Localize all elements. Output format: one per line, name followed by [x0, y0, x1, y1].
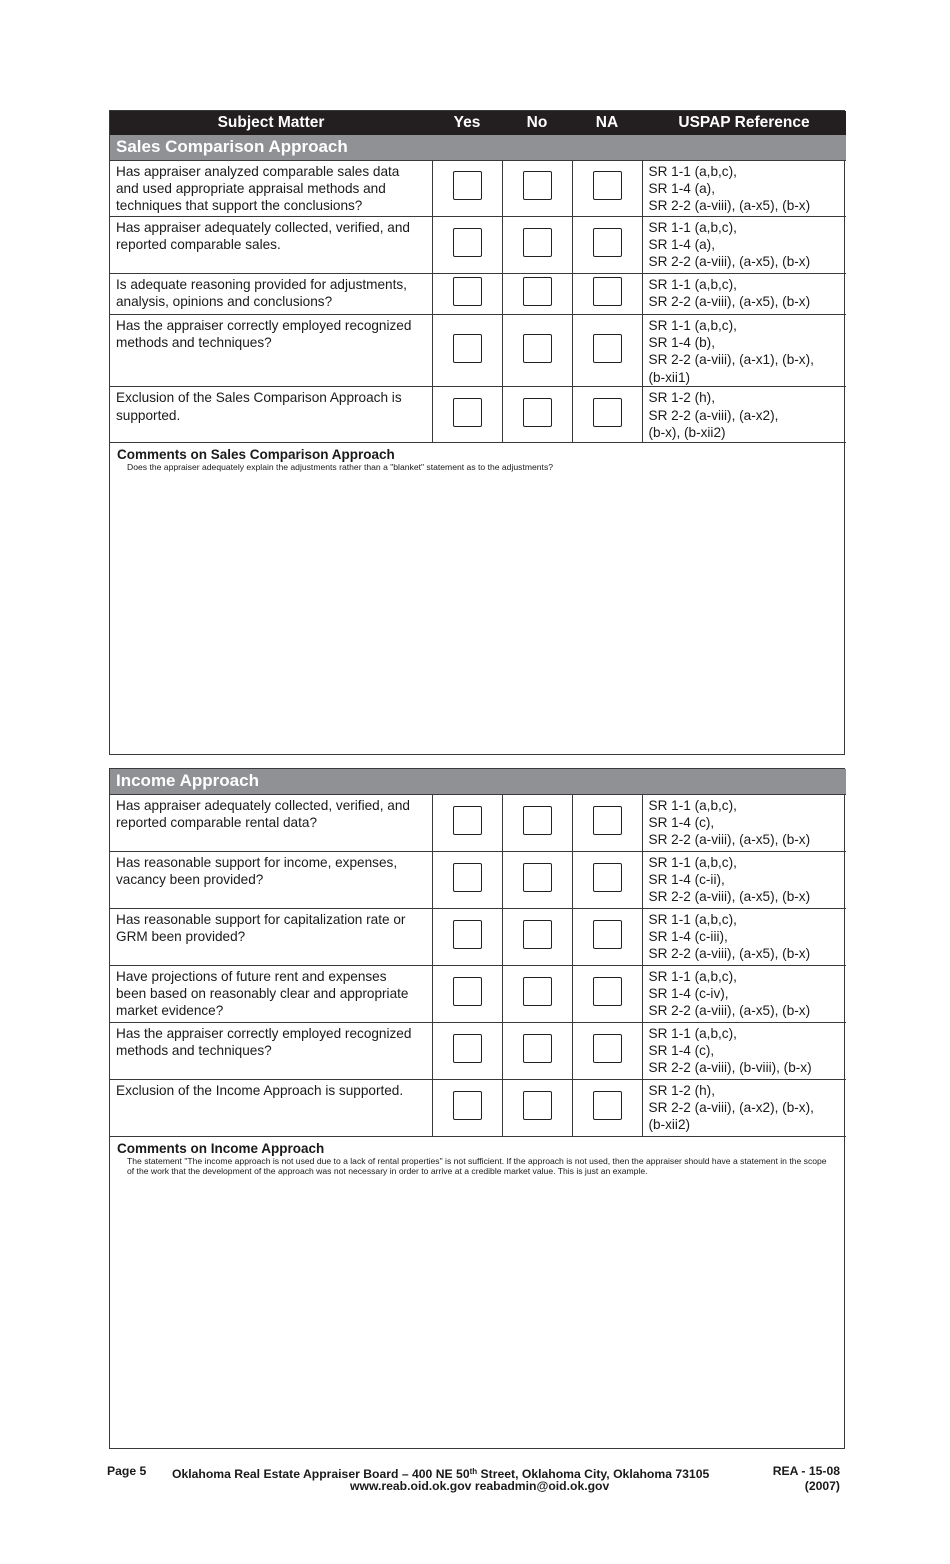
- question-text: Has appraiser adequately collected, verified, and reported comparable sales.: [110, 216, 432, 273]
- section-title-income-approach: Income Approach: [110, 769, 846, 794]
- no-checkbox[interactable]: [523, 171, 552, 200]
- no-checkbox[interactable]: [523, 277, 552, 306]
- header-subject-matter: Subject Matter: [110, 111, 432, 135]
- question-row: [110, 794, 846, 851]
- uspap-reference: SR 1-1 (a,b,c), SR 1-4 (a), SR 2-2 (a-viii), (a-x5), (b-x): [642, 160, 846, 216]
- question-row: [110, 965, 846, 1022]
- header-yes: Yes: [432, 111, 502, 135]
- question-text: Have projections of future rent and expenses been based on reasonably clear and appropriate market evidence?: [110, 965, 432, 1022]
- question-text: Exclusion of the Income Approach is supported.: [110, 1079, 432, 1136]
- yes-checkbox[interactable]: [453, 277, 482, 306]
- page-number: Page 5: [107, 1464, 147, 1478]
- header-uspap-reference: USPAP Reference: [642, 111, 846, 135]
- no-checkbox[interactable]: [523, 977, 552, 1006]
- comments-income-approach-field[interactable]: [117, 1177, 837, 1437]
- question-row: [110, 160, 846, 216]
- uspap-reference: SR 1-1 (a,b,c), SR 1-4 (c), SR 2-2 (a-viii), (b-viii), (b-x): [642, 1022, 846, 1079]
- yes-checkbox[interactable]: [453, 228, 482, 257]
- question-text: Has the appraiser correctly employed recognized methods and techniques?: [110, 1022, 432, 1079]
- no-checkbox[interactable]: [523, 920, 552, 949]
- uspap-reference: SR 1-1 (a,b,c), SR 1-4 (c-iv), SR 2-2 (a-viii), (a-x5), (b-x): [642, 965, 846, 1022]
- yes-checkbox[interactable]: [453, 977, 482, 1006]
- question-row: [110, 314, 846, 387]
- question-text: Has reasonable support for income, expenses, vacancy been provided?: [110, 851, 432, 908]
- sales-comparison-section: [109, 110, 845, 755]
- comments-sales-comparison-field[interactable]: [117, 473, 837, 753]
- section-title-sales-comparison: Sales Comparison Approach: [110, 135, 846, 160]
- question-text: Has appraiser analyzed comparable sales data and used appropriate appraisal methods and techniques that support the conclusions?: [110, 160, 432, 216]
- yes-checkbox[interactable]: [453, 171, 482, 200]
- na-checkbox[interactable]: [593, 171, 622, 200]
- uspap-reference: SR 1-1 (a,b,c), SR 2-2 (a-viii), (a-x5), (b-x): [642, 273, 846, 314]
- comments-sales-comparison: [110, 443, 844, 753]
- uspap-reference: SR 1-1 (a,b,c), SR 1-4 (b), SR 2-2 (a-viii), (a-x1), (b-x), (b-xii1): [642, 314, 846, 387]
- na-checkbox[interactable]: [593, 334, 622, 363]
- yes-checkbox[interactable]: [453, 398, 482, 427]
- header-no: No: [502, 111, 572, 135]
- na-checkbox[interactable]: [593, 398, 622, 427]
- comments-income-approach: [110, 1137, 844, 1437]
- board-address: Oklahoma Real Estate Appraiser Board – 400 NE 50th Street, Oklahoma City, Oklahoma 73105: [172, 1467, 710, 1481]
- question-row: [110, 1079, 846, 1136]
- contact-web-email: www.reab.oid.ok.gov reabadmin@oid.ok.gov: [350, 1479, 610, 1493]
- na-checkbox[interactable]: [593, 277, 622, 306]
- yes-checkbox[interactable]: [453, 334, 482, 363]
- comments-note: Does the appraiser adequately explain the adjustments rather than a "blanket" statement as to the adjustments?: [127, 462, 554, 473]
- na-checkbox[interactable]: [593, 1091, 622, 1120]
- header-na: NA: [572, 111, 642, 135]
- uspap-reference: SR 1-1 (a,b,c), SR 1-4 (a), SR 2-2 (a-viii), (a-x5), (b-x): [642, 216, 846, 273]
- comments-title: Comments on Sales Comparison Approach: [117, 447, 395, 463]
- question-text: Has reasonable support for capitalization rate or GRM been provided?: [110, 908, 432, 965]
- income-approach-section: [109, 768, 845, 1449]
- comments-note: The statement "The income approach is not used due to a lack of rental properties" is not sufficient. If the approach is not used, then the appraiser should have a statement in the scope of the work that the development of the approach was not necessary in order to arrive at a credible market value. This is just an example.: [127, 1155, 827, 1177]
- question-row: [110, 851, 846, 908]
- no-checkbox[interactable]: [523, 1034, 552, 1063]
- yes-checkbox[interactable]: [453, 920, 482, 949]
- question-text: Exclusion of the Sales Comparison Approach is supported.: [110, 387, 432, 443]
- yes-checkbox[interactable]: [453, 1034, 482, 1063]
- na-checkbox[interactable]: [593, 1034, 622, 1063]
- uspap-reference: SR 1-1 (a,b,c), SR 1-4 (c), SR 2-2 (a-viii), (a-x5), (b-x): [642, 794, 846, 851]
- question-text: Is adequate reasoning provided for adjustments, analysis, opinions and conclusions?: [110, 273, 432, 314]
- question-row: [110, 273, 846, 314]
- na-checkbox[interactable]: [593, 228, 622, 257]
- question-row: [110, 387, 846, 443]
- na-checkbox[interactable]: [593, 806, 622, 835]
- na-checkbox[interactable]: [593, 920, 622, 949]
- no-checkbox[interactable]: [523, 806, 552, 835]
- income-approach-table: [110, 769, 846, 1137]
- no-checkbox[interactable]: [523, 334, 552, 363]
- question-text: Has the appraiser correctly employed recognized methods and techniques?: [110, 314, 432, 387]
- uspap-reference: SR 1-2 (h), SR 2-2 (a-viii), (a-x2), (b-x), (b-xii2): [642, 387, 846, 443]
- question-row: [110, 216, 846, 273]
- form-year: (2007): [804, 1479, 840, 1493]
- comments-title: Comments on Income Approach: [117, 1140, 325, 1156]
- yes-checkbox[interactable]: [453, 1091, 482, 1120]
- sales-comparison-table: [110, 111, 846, 443]
- yes-checkbox[interactable]: [453, 863, 482, 892]
- na-checkbox[interactable]: [593, 863, 622, 892]
- no-checkbox[interactable]: [523, 398, 552, 427]
- question-row: [110, 908, 846, 965]
- no-checkbox[interactable]: [523, 1091, 552, 1120]
- uspap-reference: SR 1-2 (h), SR 2-2 (a-viii), (a-x2), (b-x), (b-xii2): [642, 1079, 846, 1136]
- no-checkbox[interactable]: [523, 228, 552, 257]
- table-header-row: [110, 111, 846, 135]
- no-checkbox[interactable]: [523, 863, 552, 892]
- uspap-reference: SR 1-1 (a,b,c), SR 1-4 (c-ii), SR 2-2 (a-viii), (a-x5), (b-x): [642, 851, 846, 908]
- question-row: [110, 1022, 846, 1079]
- question-text: Has appraiser adequately collected, verified, and reported comparable rental data?: [110, 794, 432, 851]
- na-checkbox[interactable]: [593, 977, 622, 1006]
- uspap-reference: SR 1-1 (a,b,c), SR 1-4 (c-iii), SR 2-2 (a-viii), (a-x5), (b-x): [642, 908, 846, 965]
- form-number: REA - 15-08: [772, 1464, 840, 1478]
- yes-checkbox[interactable]: [453, 806, 482, 835]
